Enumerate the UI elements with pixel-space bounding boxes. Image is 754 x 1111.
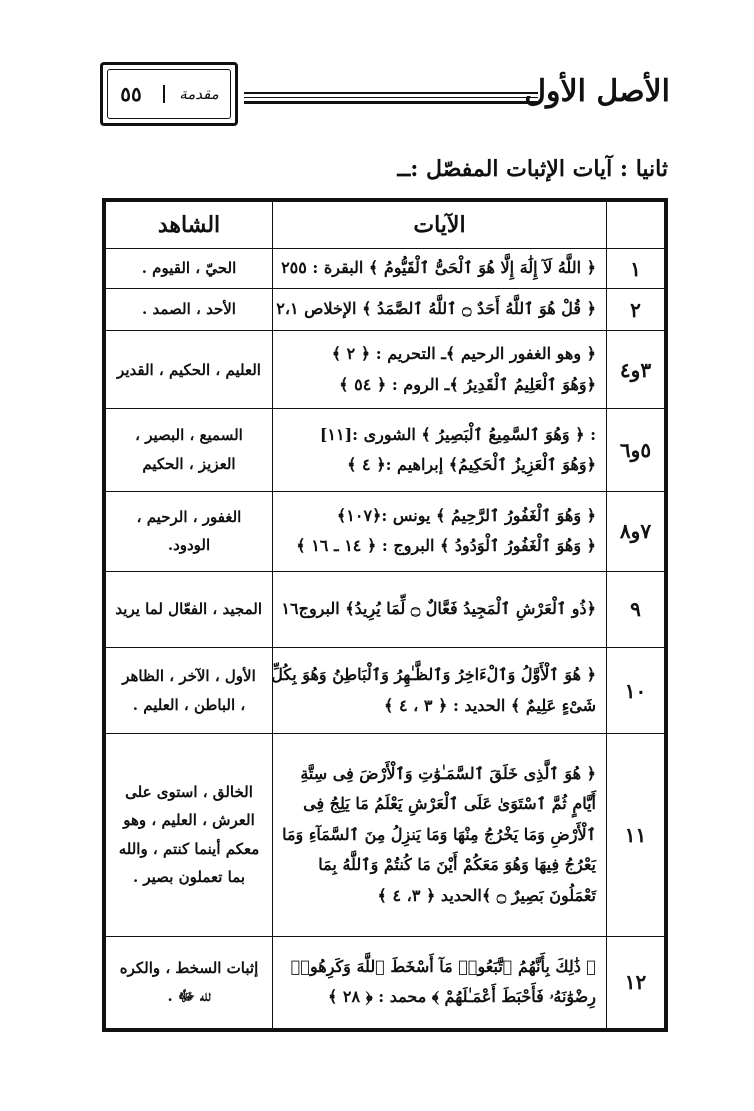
ayat-line: ﴿ هُوَ ٱلَّذِى خَلَقَ ٱلسَّمَـٰوَٰتِ وَٱلْأَرْضَ فِى سِتَّةِ bbox=[300, 763, 596, 783]
verses-table bbox=[102, 198, 668, 1032]
ayat-line: : ﴿ وَهُوَ ٱلسَّمِيعُ ٱلْبَصِيرُ ﴾ الشورى :[١١] bbox=[319, 424, 596, 444]
shahid-line: المجيد ، الفعّال لما يريد bbox=[115, 600, 262, 619]
page-header bbox=[0, 0, 754, 140]
ayat-line: رِضْوَٰنَهُۥ فَأَحْبَطَ أَعْمَـٰلَهُمْ ﴾ محمد : ﴿ ٢٨ ﴾ bbox=[327, 987, 596, 1007]
shahid-cell bbox=[106, 289, 273, 331]
header-rule bbox=[244, 92, 538, 94]
shahid-line: الودود. bbox=[167, 536, 211, 555]
shahid-cell bbox=[106, 249, 273, 289]
ayat-line: تَعْمَلُونَ بَصِيرٌ ۝ ﴾الحديد ﴿ ٣، ٤ ﴾ bbox=[377, 885, 596, 905]
shahid-line: العرش ، العليم ، وهو bbox=[123, 811, 255, 830]
table-row bbox=[106, 491, 665, 571]
ayat-cell bbox=[273, 491, 607, 571]
page-number: ٥٥ bbox=[120, 82, 142, 106]
shahid-line: معكم أينما كنتم ، والله bbox=[118, 839, 260, 858]
shahid-cell bbox=[106, 491, 273, 571]
shahid-line: الأحد ، الصمد . bbox=[142, 300, 236, 319]
shahid-cell bbox=[106, 409, 273, 491]
running-title: الأصل الأول bbox=[524, 74, 670, 109]
ayat-line: ﴿ وَهُوَ ٱلْغَفُورُ ٱلرَّحِيمُ ﴾ يونس :﴿١٠٧﴾ bbox=[336, 505, 596, 525]
ayat-line: ٱلْأَرْضِ وَمَا يَخْرُجُ مِنْهَا وَمَا يَنزِلُ مِنَ ٱلسَّمَآءِ وَمَا bbox=[282, 824, 596, 844]
ayat-line: ﴿ ذَٰلِكَ بِأَنَّهُمُ ٱتَّبَعُوا۟ مَآ أَسْخَطَ ٱللَّهَ وَكَرِهُوا۟ bbox=[290, 956, 596, 976]
shahid-line: الغفور ، الرحيم ، bbox=[136, 507, 242, 526]
chapter-mark: مقدمة bbox=[163, 85, 227, 103]
table-header-row bbox=[106, 202, 665, 249]
shahid-line: الحيّ ، القيوم . bbox=[141, 259, 237, 278]
shahid-line: العليم ، الحكيم ، القدير bbox=[117, 360, 261, 379]
shahid-line: لله ﷻ . bbox=[167, 987, 211, 1006]
ayat-cell bbox=[273, 249, 607, 289]
shahid-line: إثبات السخط ، والكره bbox=[119, 958, 259, 977]
ayat-line: ﴿ هُوَ ٱلْأَوَّلُ وَٱلْءَاخِرُ وَٱلظَّـٰهِرُ وَٱلْبَاطِنُ وَهُوَ بِكُلِّ bbox=[271, 665, 596, 685]
ayat-line: شَىْءٍ عَلِيمٌ ﴾ الحديد : ﴿ ٣ ، ٤ ﴾ bbox=[383, 695, 596, 715]
shahid-cell bbox=[106, 571, 273, 647]
shahid-cell bbox=[106, 734, 273, 937]
shahid-cell bbox=[106, 647, 273, 733]
table-row bbox=[106, 289, 665, 331]
shahid-cell bbox=[106, 936, 273, 1028]
table-row bbox=[106, 734, 665, 937]
header-ayat: الآيات bbox=[273, 202, 607, 249]
ayat-line: ﴿ وَهُوَ ٱلْغَفُورُ ٱلْوَدُودُ ﴾ البروج : ﴿ ١٤ ـ ١٦ ﴾ bbox=[296, 536, 596, 556]
shahid-line: ، الباطن ، العليم . bbox=[132, 695, 246, 714]
table-row bbox=[106, 331, 665, 409]
ayat-cell bbox=[273, 571, 607, 647]
row-number: ٢ bbox=[607, 289, 665, 331]
table-row bbox=[106, 647, 665, 733]
ayat-cell bbox=[273, 331, 607, 409]
row-number: ٧و٨ bbox=[607, 491, 665, 571]
ayat-line: ﴿وَهُوَ ٱلْعَزِيزُ ٱلْحَكِيمُ﴾ إبراهيم :﴿ ٤ ﴾ bbox=[347, 454, 596, 474]
header-rule bbox=[244, 101, 538, 104]
header-shahid: الشاهد bbox=[106, 202, 273, 249]
ayat-line: يَعْرُجُ فِيهَا وَهُوَ مَعَكُمْ أَيْنَ مَا كُنتُمْ وَٱللَّهُ بِمَا bbox=[318, 855, 596, 875]
ayat-line: أَيَّامٍ ثُمَّ ٱسْتَوَىٰ عَلَى ٱلْعَرْشِ يَعْلَمُ مَا يَلِجُ فِى bbox=[303, 794, 596, 814]
ayat-line: ﴿وَهُوَ ٱلْعَلِيمُ ٱلْقَدِيرُ ﴾ـ الروم : ﴿ ٥٤ ﴾ bbox=[339, 374, 596, 394]
row-number: ٩ bbox=[607, 571, 665, 647]
ayat-line: ﴿ قُلْ هُوَ ٱللَّهُ أَحَدٌ ۝ ٱللَّهُ ٱلصَّمَدُ ﴾ الإخلاص ٢،١ bbox=[276, 299, 596, 319]
book-frame-ornament bbox=[100, 62, 238, 126]
ayat-cell bbox=[273, 647, 607, 733]
row-number: ١٠ bbox=[607, 647, 665, 733]
ayat-cell bbox=[273, 936, 607, 1028]
shahid-line: بما تعملون بصير . bbox=[132, 868, 246, 887]
table-row bbox=[106, 249, 665, 289]
shahid-line: الأول ، الآخر ، الظاهر bbox=[122, 667, 256, 686]
ayat-cell bbox=[273, 409, 607, 491]
ayat-line: ﴿ذُو ٱلْعَرْشِ ٱلْمَجِيدُ فَعَّالٌ ۝ لِّمَا يُرِيدُ﴾ البروج١٦ bbox=[281, 599, 596, 619]
shahid-line: العزيز ، الحكيم bbox=[142, 454, 236, 473]
ayat-cell bbox=[273, 734, 607, 937]
row-number: ٥و٦ bbox=[607, 409, 665, 491]
section-heading: ثانيا : آيات الإثبات المفصّل :ــ bbox=[397, 156, 668, 182]
ayat-cell bbox=[273, 289, 607, 331]
row-number: ١ bbox=[607, 249, 665, 289]
table-row bbox=[106, 571, 665, 647]
ayat-line: ﴿ اللَّهُ لَآ إِلَٰهَ إِلَّا هُوَ ٱلْحَىُّ ٱلْقَيُّومُ ﴾ البقرة : ٢٥٥ bbox=[281, 258, 596, 278]
row-number: ١٢ bbox=[607, 936, 665, 1028]
header-number bbox=[607, 202, 665, 249]
row-number: ١١ bbox=[607, 734, 665, 937]
row-number: ٣و٤ bbox=[607, 331, 665, 409]
header-rule bbox=[244, 97, 538, 98]
shahid-cell bbox=[106, 331, 273, 409]
table-row bbox=[106, 936, 665, 1028]
shahid-line: السميع ، البصير ، bbox=[135, 426, 243, 445]
ayat-line: ﴿ وهو الغفور الرحيم ﴾ـ التحريم : ﴿ ٢ ﴾ bbox=[331, 344, 596, 364]
table-row bbox=[106, 409, 665, 491]
shahid-line: الخالق ، استوى على bbox=[125, 782, 253, 801]
